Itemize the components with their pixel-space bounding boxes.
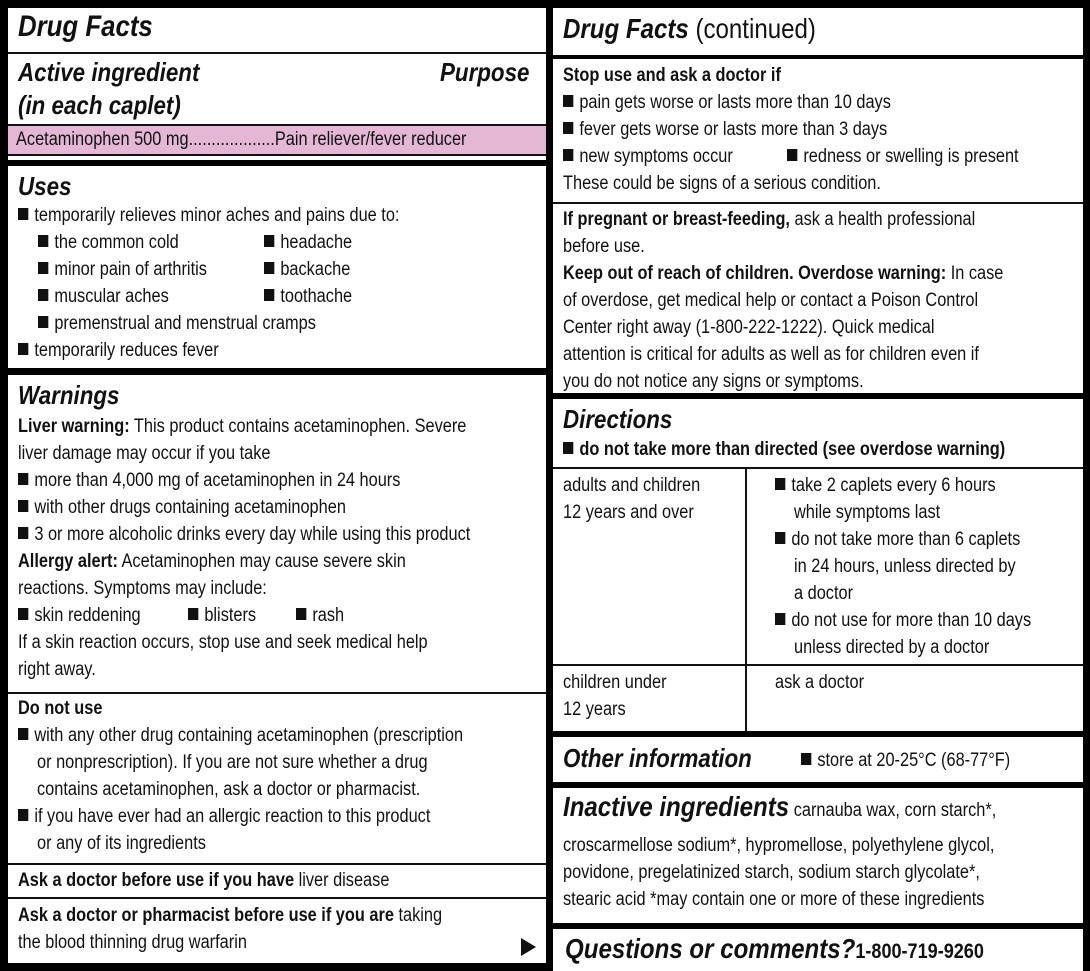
square-bullet-icon [18, 728, 28, 740]
do-not-use-item-cont: contains acetaminophen, ask a doctor or pharmacist. [37, 779, 421, 800]
purpose-header: Purpose [440, 57, 530, 87]
inactive-ingredients-panel [553, 788, 1083, 923]
square-bullet-icon [18, 527, 28, 539]
stop-note: These could be signs of a serious condition. [563, 173, 881, 194]
square-bullet-icon [787, 149, 797, 161]
liver-warning-line1: Liver warning: This product contains acetaminophen. Severe [18, 416, 467, 437]
allergy-alert-line2: reactions. Symptoms may include: [18, 578, 267, 599]
do-not-use-title: Do not use [18, 698, 103, 719]
use-item: the common cold [38, 229, 179, 256]
dosage-item: do not use for more than 10 days [775, 607, 1031, 634]
dosage-text: ask a doctor [775, 672, 865, 693]
square-bullet-icon [38, 316, 48, 328]
ask-doctor-line: Ask a doctor before use if you have liver disease [18, 870, 390, 891]
symptom-item: rash [296, 602, 344, 629]
square-bullet-icon [18, 208, 28, 220]
dosage-item-cont: in 24 hours, unless directed by [794, 556, 1016, 577]
uses-intro: temporarily relieves minor aches and pains due to: [18, 202, 399, 229]
active-ingredient-panel [8, 8, 546, 160]
stop-use-panel [553, 59, 1083, 393]
use-item: headache [264, 229, 352, 256]
square-bullet-icon [801, 753, 811, 765]
keep-out-line1: Keep out of reach of children. Overdose warning: In case [563, 263, 1004, 284]
square-bullet-icon [296, 608, 306, 620]
stop-item: pain gets worse or lasts more than 10 days [563, 89, 891, 116]
dosage-who: 12 years [563, 699, 626, 720]
warnings-title: Warnings [18, 380, 120, 410]
keep-out-line: you do not notice any signs or symptoms. [563, 371, 864, 392]
use-item: muscular aches [38, 283, 169, 310]
title-rule [8, 52, 546, 54]
square-bullet-icon [264, 262, 274, 274]
ingredient-row [8, 124, 546, 156]
directions-title: Directions [563, 404, 673, 434]
square-bullet-icon [775, 478, 785, 490]
liver-item: 3 or more alcoholic drinks every day while using this product [18, 521, 470, 548]
other-info-item: store at 20-25°C (68-77°F) [801, 747, 1010, 774]
other-info-panel [553, 737, 1083, 782]
dosage-item: take 2 caplets every 6 hours [775, 472, 996, 499]
square-bullet-icon [38, 289, 48, 301]
square-bullet-icon [775, 532, 785, 544]
ingredient-purpose: Pain reliever/fever reducer [274, 129, 467, 150]
dosage-item-cont: unless directed by a doctor [794, 637, 990, 658]
stop-item: new symptoms occur [563, 143, 733, 170]
use-item: backache [264, 256, 350, 283]
active-ingredient-sub: (in each caplet) [18, 90, 181, 120]
dosage-who: children under [563, 672, 667, 693]
ingredient-line [16, 126, 466, 153]
divider [8, 863, 546, 865]
inactive-line1: Inactive ingredients carnauba wax, corn starch*, [563, 791, 997, 822]
table-rule [553, 664, 1083, 666]
ingredient-dots: ................... [188, 129, 275, 150]
allergy-alert-line1: Allergy alert: Acetaminophen may cause severe skin [18, 551, 406, 572]
directions-note: do not take more than directed (see overdose warning) [563, 436, 1005, 463]
keep-out-line: Center right away (1-800-222-1222). Quick medical [563, 317, 935, 338]
dosage-who: adults and children [563, 475, 701, 496]
use-item: toothache [264, 283, 352, 310]
reaction-line2: right away. [18, 659, 96, 680]
continued-title-panel [553, 8, 1083, 55]
square-bullet-icon [264, 289, 274, 301]
do-not-use-item: with any other drug containing acetaminophen (prescription [18, 722, 463, 749]
inactive-line: povidone, pregelatinized starch, sodium starch glycolate*, [563, 862, 980, 883]
reaction-line1: If a skin reaction occurs, stop use and seek medical help [18, 632, 428, 653]
dosage-item-cont: a doctor [794, 583, 854, 604]
square-bullet-icon [18, 809, 28, 821]
other-info-title: Other information [563, 743, 752, 773]
divider [8, 897, 546, 899]
right-triangle-icon [521, 938, 537, 956]
keep-out-line: attention is critical for adults as well as for children even if [563, 344, 979, 365]
use-item: minor pain of arthritis [38, 256, 207, 283]
square-bullet-icon [775, 613, 785, 625]
square-bullet-icon [563, 122, 573, 134]
liver-item: more than 4,000 mg of acetaminophen in 24 hours [18, 467, 400, 494]
dosage-item: do not take more than 6 caplets [775, 526, 1020, 553]
square-bullet-icon [563, 95, 573, 107]
square-bullet-icon [18, 500, 28, 512]
pregnant-line1: If pregnant or breast-feeding, ask a health professional [563, 209, 976, 230]
square-bullet-icon [188, 608, 198, 620]
active-ingredient-header: Active ingredient [18, 57, 200, 87]
use-item: temporarily reduces fever [18, 337, 219, 364]
square-bullet-icon [264, 235, 274, 247]
dosage-item-cont: while symptoms last [794, 502, 941, 523]
ask-pharmacist-line2: the blood thinning drug warfarin [18, 932, 247, 953]
drug-facts-title: Drug Facts [18, 10, 153, 43]
liver-item: with other drugs containing acetaminophen [18, 494, 346, 521]
ingredient-name: Acetaminophen 500 mg [16, 129, 189, 150]
uses-panel [8, 166, 546, 368]
use-item: premenstrual and menstrual cramps [38, 310, 316, 337]
inactive-line: croscarmellose sodium*, hypromellose, polyethylene glycol, [563, 835, 995, 856]
dosage-who: 12 years and over [563, 502, 694, 523]
square-bullet-icon [18, 473, 28, 485]
symptom-item: skin reddening [18, 602, 141, 629]
continued-title: Drug Facts (continued) [563, 13, 816, 44]
symptom-item: blisters [188, 602, 256, 629]
stop-item: redness or swelling is present [787, 143, 1019, 170]
stop-item: fever gets worse or lasts more than 3 days [563, 116, 887, 143]
do-not-use-item-cont: or any of its ingredients [37, 833, 206, 854]
square-bullet-icon [38, 262, 48, 274]
warnings-panel [8, 375, 546, 963]
divider [553, 202, 1083, 204]
pregnant-line2: before use. [563, 236, 645, 257]
do-not-use-item-cont: or nonprescription). If you are not sure whether a drug [37, 752, 428, 773]
liver-warning-line2: liver damage may occur if you take [18, 443, 271, 464]
questions-line: Questions or comments?1-800-719-9260 [565, 933, 984, 964]
square-bullet-icon [563, 442, 573, 454]
keep-out-line: of overdose, get medical help or contact a Poison Control [563, 290, 979, 311]
ask-pharmacist-line1: Ask a doctor or pharmacist before use if you are taking [18, 905, 443, 926]
square-bullet-icon [38, 235, 48, 247]
questions-panel [553, 929, 1083, 971]
square-bullet-icon [563, 149, 573, 161]
square-bullet-icon [18, 343, 28, 355]
inactive-line: stearic acid *may contain one or more of these ingredients [563, 889, 985, 910]
square-bullet-icon [18, 608, 28, 620]
uses-title: Uses [18, 171, 72, 201]
table-rule [553, 467, 1083, 469]
divider [8, 692, 546, 694]
directions-panel [553, 399, 1083, 731]
stop-use-title: Stop use and ask a doctor if [563, 65, 781, 86]
table-divider [745, 467, 747, 731]
do-not-use-item: if you have ever had an allergic reaction to this product [18, 803, 430, 830]
